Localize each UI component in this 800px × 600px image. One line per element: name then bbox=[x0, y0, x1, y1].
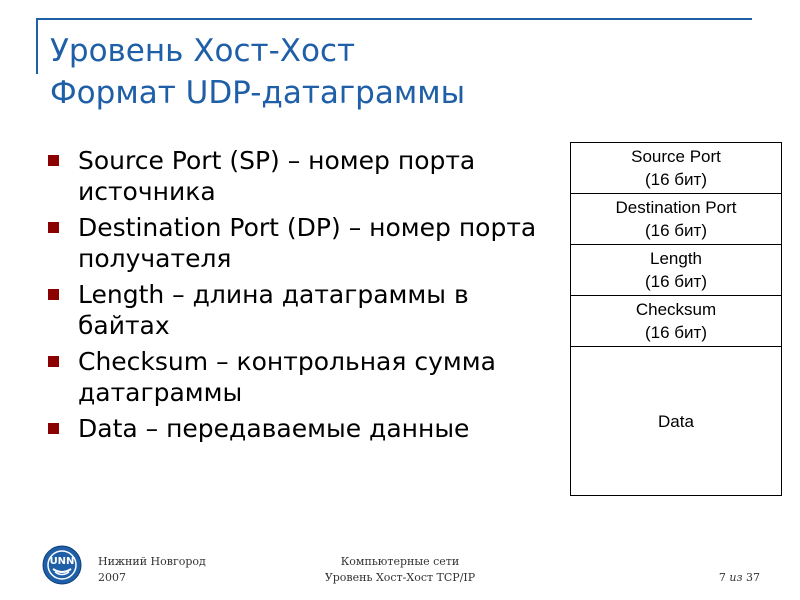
logo-text: UNN bbox=[49, 556, 75, 567]
title-line-2: Формат UDP-датаграммы bbox=[50, 75, 466, 111]
title-line-1: Уровень Хост-Хост bbox=[50, 33, 356, 69]
field-destination-port bbox=[571, 194, 781, 245]
footer-course-name: Компьютерные сети bbox=[340, 555, 460, 568]
field-size: (16 бит) bbox=[645, 170, 707, 189]
bullet-list bbox=[44, 145, 564, 449]
slide-title bbox=[50, 30, 465, 114]
bullet-text: Source Port (SP) – номер порта источника bbox=[78, 146, 476, 206]
bullet-marker-icon bbox=[48, 356, 59, 367]
bullet-text: Checksum – контрольная сумма датаграммы bbox=[78, 347, 496, 407]
bullet-text: Length – длина датаграммы в байтах bbox=[78, 280, 469, 340]
field-size: (16 бит) bbox=[645, 323, 707, 342]
bullet-marker-icon bbox=[48, 289, 59, 300]
field-name: Source Port bbox=[631, 147, 721, 166]
bullet-item bbox=[44, 145, 564, 207]
bullet-text: Destination Port (DP) – номер порта получателя bbox=[78, 213, 537, 273]
field-length bbox=[571, 245, 781, 296]
footer-course bbox=[310, 554, 490, 586]
bullet-marker-icon bbox=[48, 222, 59, 233]
bullet-marker-icon bbox=[48, 155, 59, 166]
bullet-marker-icon bbox=[48, 423, 59, 434]
footer-course-subtitle: Уровень Хост-Хост TCP/IP bbox=[324, 571, 476, 584]
field-name: Checksum bbox=[635, 300, 717, 319]
footer-page-number bbox=[690, 570, 760, 586]
udp-datagram-format-table bbox=[570, 142, 782, 496]
footer-location bbox=[98, 554, 206, 586]
footer-city: Нижний Новгород bbox=[98, 555, 206, 568]
field-checksum bbox=[571, 296, 781, 347]
title-side-rule bbox=[36, 18, 38, 74]
field-name: Destination Port bbox=[615, 198, 737, 217]
field-size: (16 бит) bbox=[645, 272, 707, 291]
field-name: Data bbox=[658, 411, 694, 431]
field-size: (16 бит) bbox=[645, 221, 707, 240]
field-source-port bbox=[571, 143, 781, 194]
field-data bbox=[571, 347, 781, 495]
bullet-item bbox=[44, 279, 564, 341]
bullet-item bbox=[44, 212, 564, 274]
title-top-rule bbox=[36, 18, 752, 20]
bullet-text: Data – передаваемые данные bbox=[78, 414, 470, 443]
page-current: 7 bbox=[718, 571, 726, 584]
footer-year: 2007 bbox=[98, 571, 126, 584]
bullet-item bbox=[44, 413, 564, 444]
bullet-item bbox=[44, 346, 564, 408]
unn-logo-icon bbox=[42, 545, 82, 585]
page-separator: из bbox=[729, 571, 743, 584]
field-name: Length bbox=[650, 249, 702, 268]
page-total: 37 bbox=[746, 571, 760, 584]
